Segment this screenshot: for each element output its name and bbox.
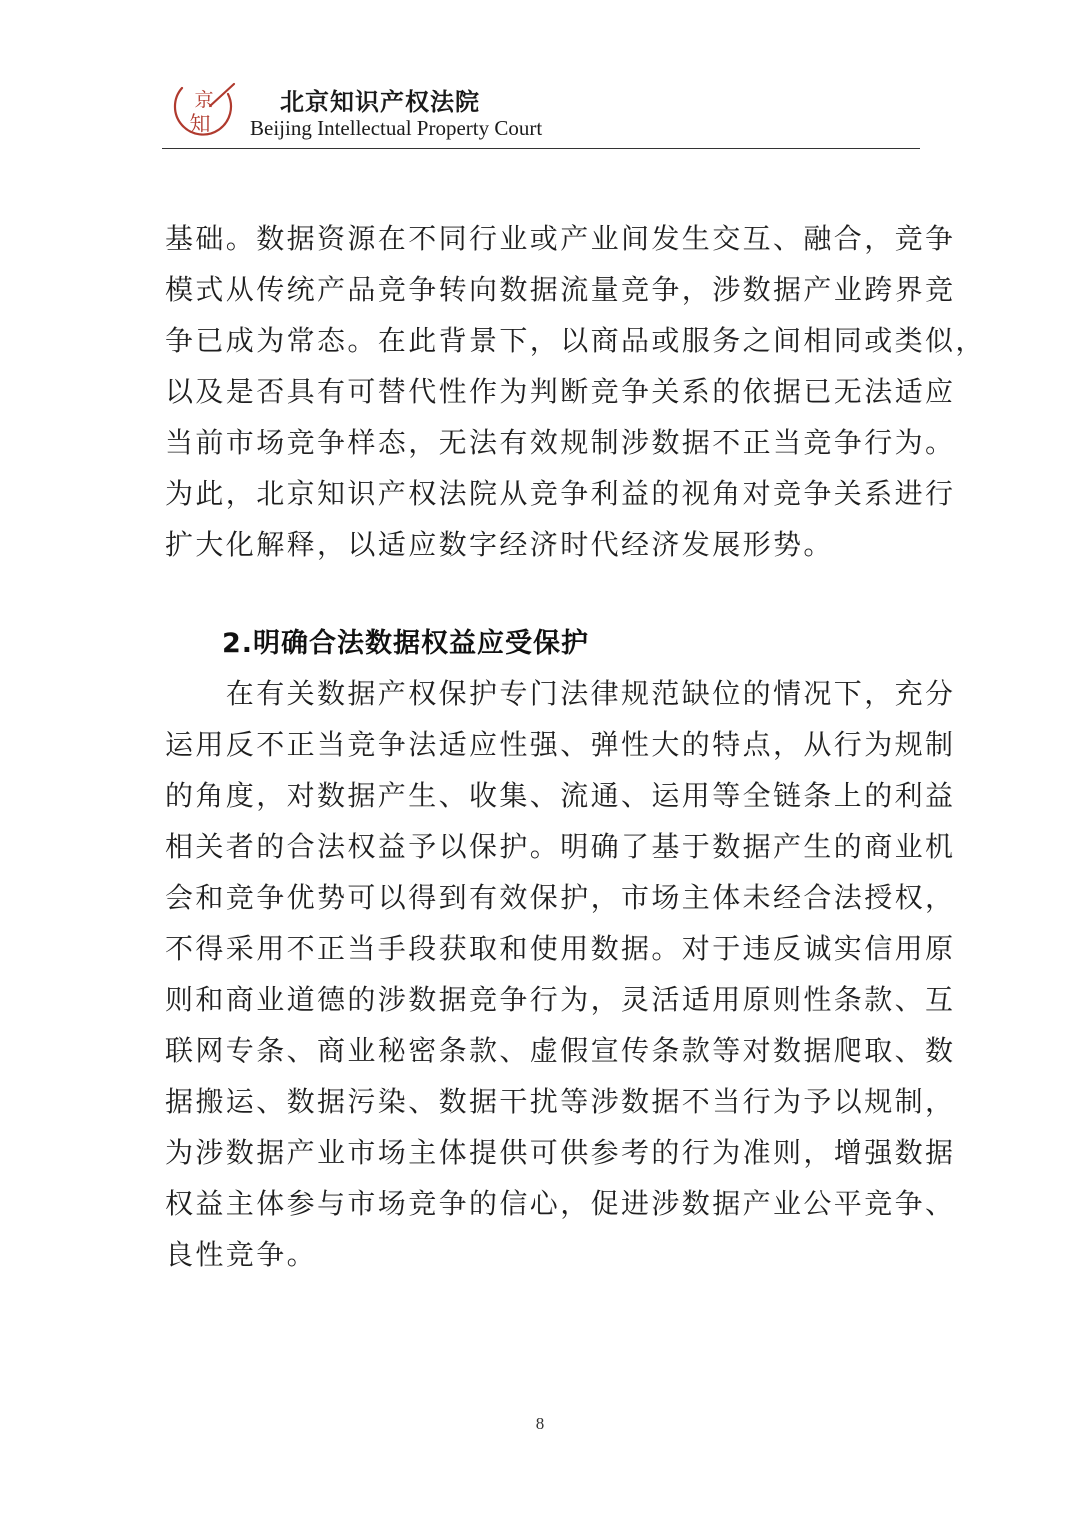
- text-line: 据搬运、数据污染、数据干扰等涉数据不当行为予以规制，: [165, 1085, 956, 1118]
- text-line: 争已成为常态。在此背景下，以商品或服务之间相同或类似，: [165, 324, 986, 357]
- page-header: [162, 70, 920, 150]
- text-line: 在有关数据产权保护专门法律规范缺位的情况下，充分: [165, 677, 956, 710]
- court-name-chinese: 北京知识产权法院: [280, 88, 480, 116]
- court-seal-logo-icon: [170, 76, 238, 144]
- paragraph-data-rights-protection: [165, 668, 956, 1280]
- paragraph-competition-relationship: [165, 213, 986, 570]
- court-name-english: Beijing Intellectual Property Court: [250, 116, 543, 140]
- text-line: 基础。数据资源在不同行业或产业间发生交互、融合，竞争: [165, 222, 956, 255]
- text-line: 则和商业道德的涉数据竞争行为，灵活适用原则性条款、互: [165, 983, 956, 1016]
- text-line: 扩大化解释，以适应数字经济时代经济发展形势。: [165, 528, 834, 561]
- text-line: 会和竞争优势可以得到有效保护，市场主体未经合法授权，: [165, 881, 956, 914]
- text-line: 的角度，对数据产生、收集、流通、运用等全链条上的利益: [165, 779, 956, 812]
- text-line: 运用反不正当竞争法适应性强、弹性大的特点，从行为规制: [165, 728, 956, 761]
- text-line: 良性竞争。: [165, 1238, 318, 1271]
- text-line: 联网专条、商业秘密条款、虚假宣传条款等对数据爬取、数: [165, 1034, 956, 1067]
- page-number: 8: [535, 1414, 545, 1433]
- text-line: 相关者的合法权益予以保护。明确了基于数据产生的商业机: [165, 830, 956, 863]
- text-line: 模式从传统产品竞争转向数据流量竞争，涉数据产业跨界竞: [165, 273, 956, 306]
- svg-text:知: 知: [189, 112, 211, 136]
- section-heading: 2.明确合法数据权益应受保护: [222, 628, 590, 659]
- header-divider: [162, 148, 920, 149]
- text-line: 不得采用不正当手段获取和使用数据。对于违反诚实信用原: [165, 932, 956, 965]
- svg-text:京: 京: [194, 89, 214, 111]
- text-line: 权益主体参与市场竞争的信心，促进涉数据产业公平竞争、: [165, 1187, 956, 1220]
- text-line: 为涉数据产业市场主体提供可供参考的行为准则，增强数据: [165, 1136, 956, 1169]
- text-line: 为此，北京知识产权法院从竞争利益的视角对竞争关系进行: [165, 477, 956, 510]
- text-line: 当前市场竞争样态，无法有效规制涉数据不正当竞争行为。: [165, 426, 956, 459]
- text-line: 以及是否具有可替代性作为判断竞争关系的依据已无法适应: [165, 375, 956, 408]
